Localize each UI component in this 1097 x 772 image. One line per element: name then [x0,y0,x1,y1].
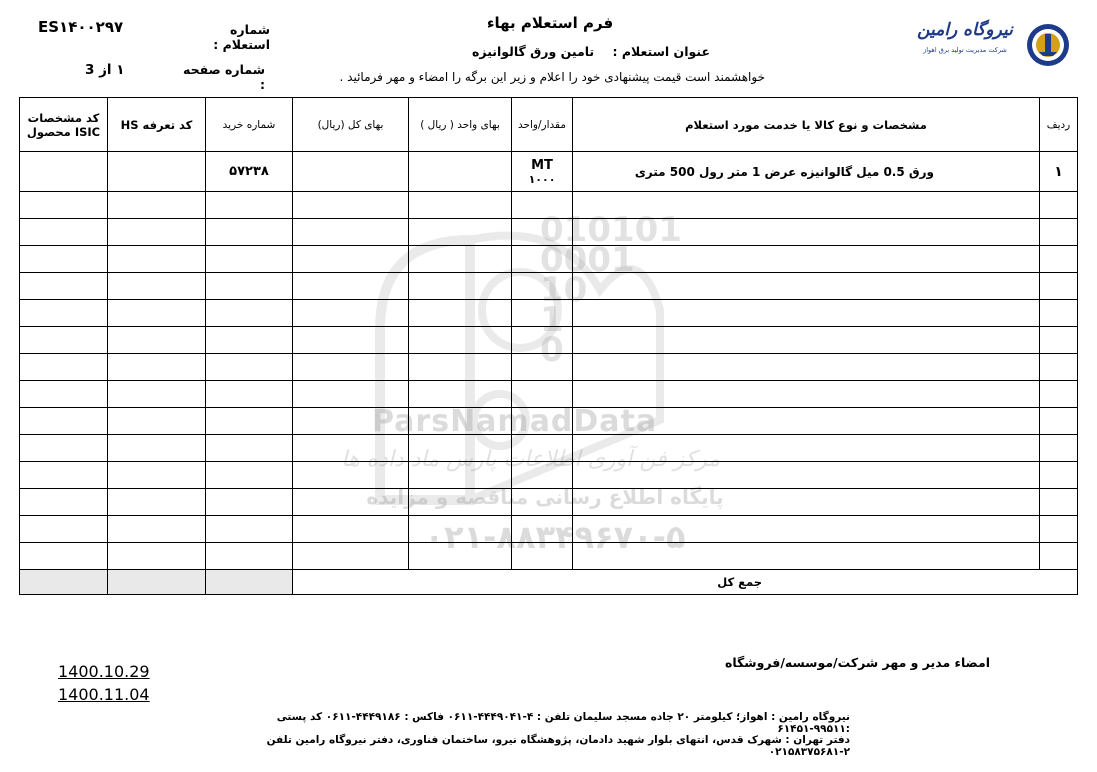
subject-label: عنوان استعلام : [612,44,710,59]
watermark-binary-line: 10 [540,270,588,310]
date-1: 1400.10.29 [58,662,150,681]
table-row-empty [20,435,1078,462]
total-blank [20,570,108,595]
watermark-line1: مرکز فن آوری اطلاعات پارس ماد داده ها [341,447,720,472]
inquiry-number: ES۱۴۰۰۲۹۷ [38,18,124,36]
table-row-empty [20,516,1078,543]
watermark-line2: پایگاه اطلاع رسانی مناقصه و مزایده [366,485,724,509]
table-row-empty [20,192,1078,219]
watermark-binary-line: 1 [540,300,564,340]
address-line-2: دفتر تهران : شهرک قدس، انتهای بلوار شهید دادمان، پژوهشگاه نیرو، ساختمان فناوری، دفتر نیروگاه رامین تلفن ۲-۰۲۱۵۸۳۷۵۶۸۱ [266,734,850,758]
logo-subtitle: شرکت مدیریت تولید برق اهواز [923,46,1007,54]
page-number: ۱ از 3 [85,62,125,78]
total-label: جمع کل [293,570,1078,595]
table-row-empty [20,408,1078,435]
date-2: 1400.11.04 [58,685,150,704]
table-row-empty [20,462,1078,489]
cell-hs-code [108,152,206,192]
table-total-row [20,570,1078,595]
request-text: خواهشمند است قیمت پیشنهادی خود را اعلام و زیر این برگه را امضاء و مهر فرمائید . [339,70,765,84]
table-row-empty [20,246,1078,273]
logo-name: نیروگاه رامین [917,20,1013,40]
table-row-empty [20,273,1078,300]
watermark-binary-line: 0 [540,330,564,370]
inquiry-number-label: شماره استعلام : [213,22,270,52]
watermark-binary-line: 010101 [540,210,682,250]
cell-purchase-number: ۵۷۲۳۸ [206,152,293,192]
watermark-brand: ParsNamadData [372,404,658,439]
table-row-empty [20,354,1078,381]
cell-quantity: ۱۰۰۰ [528,172,556,186]
address-line-1: نیروگاه رامین : اهواز؛ کیلومتر ۲۰ جاده مسجد سلیمان تلفن : ۴-۴۴۴۹۰۴۱-۰۶۱۱ فاکس : ۴۴۴۹۱۸۶-۰۶۱۱ کد پستی :۹۹۵۱۱-۶۱۴۵۱ [276,711,850,735]
signature-label: امضاء مدیر و مهر شرکت/موسسه/فروشگاه [724,655,990,670]
header-purchase-number: شماره خرید [206,98,293,152]
cell-quantity-unit [512,152,573,192]
table-header-row [20,98,1078,152]
power-plant-emblem-icon [1025,22,1071,68]
cell-unit: MT [531,157,553,173]
header-description: مشخصات و نوع کالا یا خدمت مورد استعلام [573,98,1040,152]
cell-total-price [293,152,409,192]
items-table [19,97,1078,595]
header-row: ردیف [1040,98,1078,152]
page-number-label: شماره صفحه : [183,62,265,92]
form-title: فرم استعلام بهاء [486,14,614,32]
header-unit-price: بهای واحد ( ریال ) [409,98,512,152]
cell-unit-price [409,152,512,192]
table-row-empty [20,381,1078,408]
header-quantity-unit: مقدار/واحد [512,98,573,152]
table-row-empty [20,327,1078,354]
total-blank [206,570,293,595]
table-row-empty [20,219,1078,246]
subject-line [420,44,710,59]
header-total-price: بهای کل (ریال) [293,98,409,152]
table-row-empty [20,300,1078,327]
subject-value: تامین ورق گالوانیزه [472,44,595,59]
header-isic [20,98,108,152]
watermark-phone: ۰۲۱-۸۸۳۴۹۶۷۰-۵ [424,518,686,556]
watermark-binary-line: 0001 [540,240,635,280]
cell-row: ۱ [1040,152,1078,192]
table-row [20,152,1078,192]
header-isic-line1: کد مشخصات [27,110,100,125]
total-blank [108,570,206,595]
cell-isic [20,152,108,192]
table-row-empty [20,489,1078,516]
cell-description: ورق 0.5 میل گالوانیزه عرض 1 متر رول 500 متری [573,152,1040,192]
header-hs-code: کد تعرفه HS [108,98,206,152]
header-isic-line2: محصول ISIC [26,124,101,139]
table-row-empty [20,543,1078,570]
